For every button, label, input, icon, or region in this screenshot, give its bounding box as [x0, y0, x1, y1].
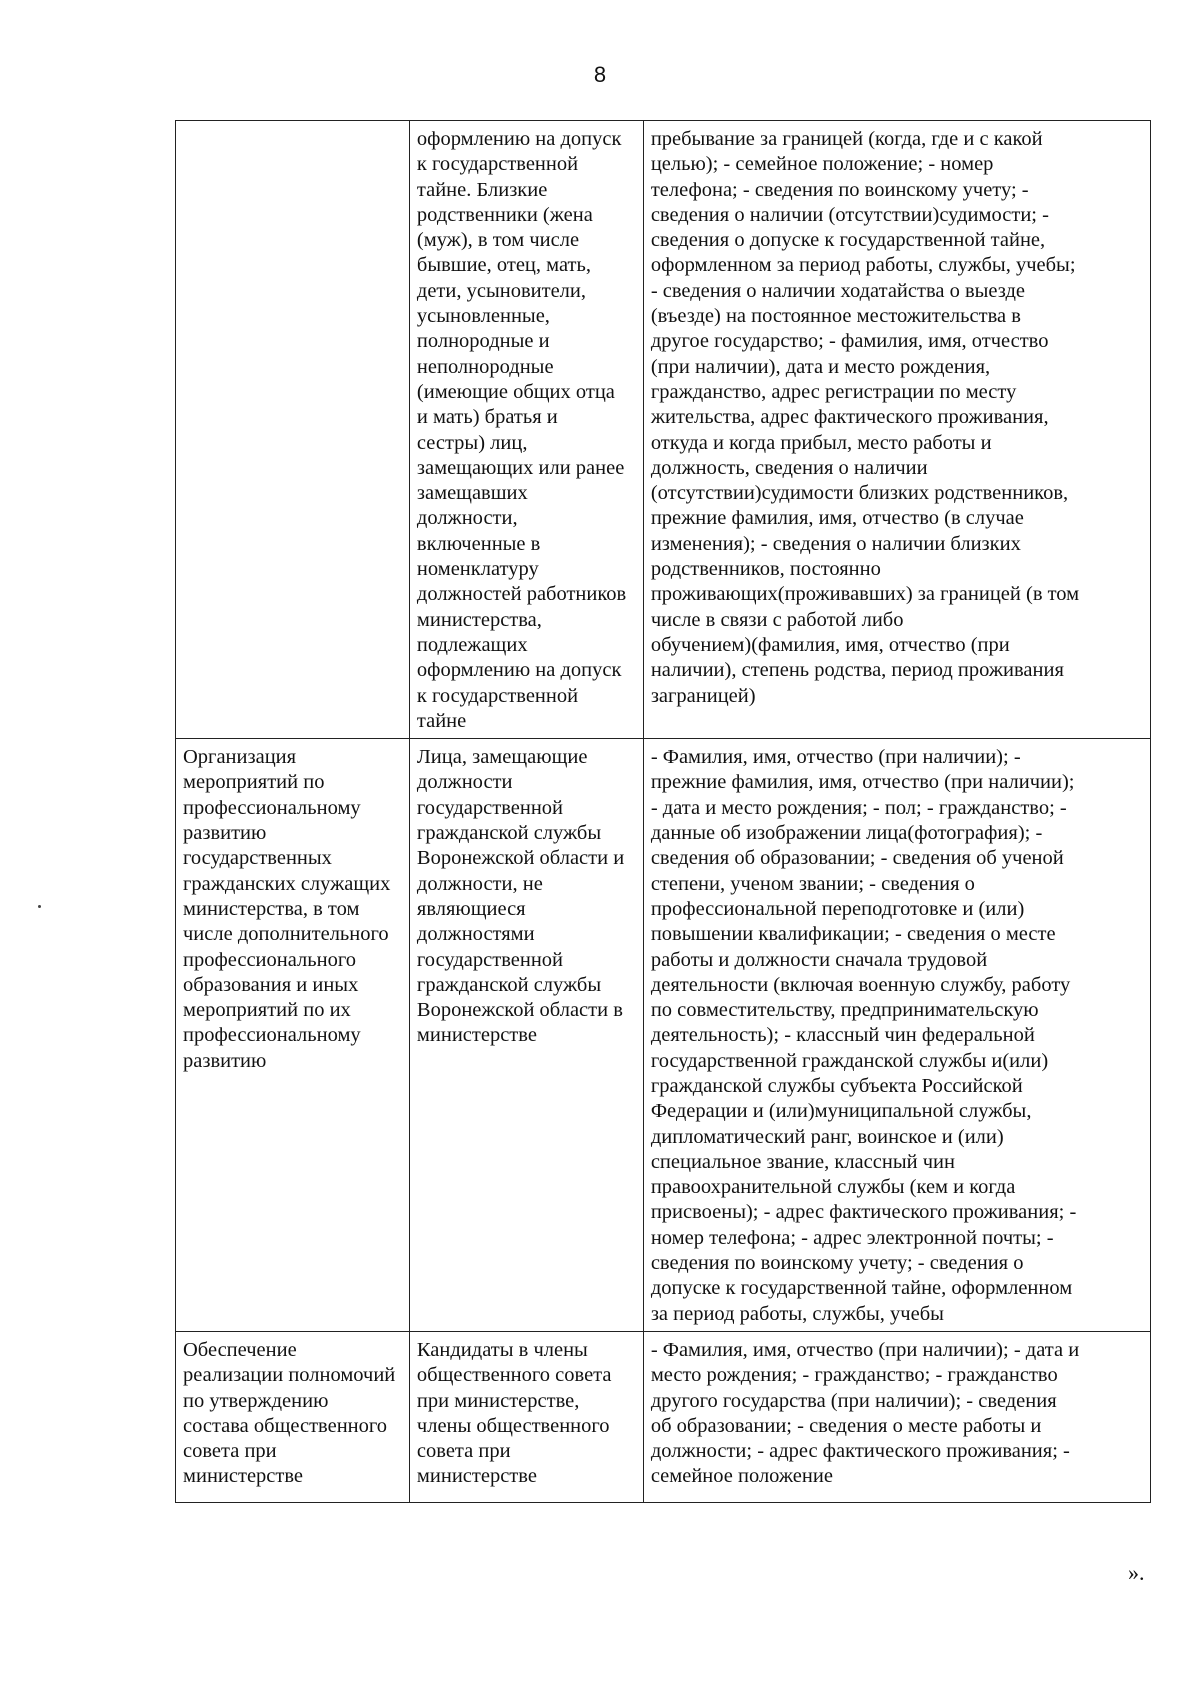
data-cell: пребывание за границей (когда, где и с какой целью); - семейное положение; - номер телефона; - сведения по воинскому учету; - сведения о наличии (отсутствии)судимости; - сведения о допуске к государственной тайне, оформленном за период работы, службы, учебы; - сведения о наличии ходатайства о выезде (въезде) на постоянное местожительства в другое государство; - фамилия, имя, отчество (при наличии), дата и место рождения, гражданство, адрес регистрации по месту жительства, адрес фактического проживания, откуда и когда прибыл, место работы и должность, сведения о наличии (отсутствии)судимости близких родственников, прежние фамилия, имя, отчество (в случае изменения); - сведения о наличии близких родственников, постоянно проживающих(проживавших) за границей (в том числе в связи с работой либо обучением)(фамилия, имя, отчество (при наличии), степень родства, период проживания заграницей): [643, 121, 1150, 739]
page-number: 8: [593, 62, 607, 87]
subjects-cell: Лица, замещающие должности государственной гражданской службы Воронежской области и должности, не являющиеся должностями государственной гражданской службы Воронежской области в министерстве: [409, 739, 643, 1332]
personal-data-table: [175, 120, 1151, 1503]
scan-speck: [38, 905, 41, 908]
purpose-cell: Обеспечение реализации полномочий по утверждению состава общественного совета при министерстве: [176, 1331, 410, 1502]
table-row: [176, 739, 1151, 1332]
table-row: [176, 121, 1151, 739]
data-cell: - Фамилия, имя, отчество (при наличии); - дата и место рождения; - гражданство; - гражданство другого государства (при наличии); - сведения об образовании; - сведения о месте работы и должности; - адрес фактического проживания; - семейное положение: [643, 1331, 1150, 1502]
table-row: [176, 1331, 1151, 1502]
purpose-cell: [176, 121, 410, 739]
subjects-cell: оформлению на допуск к государственной тайне. Близкие родственники (жена (муж), в том числе бывшие, отец, мать, дети, усыновители, усыновленные, полнородные и неполнородные (имеющие общих отца и мать) братья и сестры) лиц, замещающих или ранее замещавших должности, включенные в номенклатуру должностей работников министерства, подлежащих оформлению на допуск к государственной тайне: [409, 121, 643, 739]
purpose-cell: Организация мероприятий по профессиональному развитию государственных гражданских служащих министерства, в том числе дополнительного профессионального образования и иных мероприятий по их профессиональному развитию: [176, 739, 410, 1332]
closing-quote-mark: ».: [1128, 1560, 1145, 1585]
subjects-cell: Кандидаты в члены общественного совета при министерстве, члены общественного совета при министерстве: [409, 1331, 643, 1502]
data-cell: - Фамилия, имя, отчество (при наличии); - прежние фамилия, имя, отчество (при наличии); - дата и место рождения; - пол; - гражданство; - данные об изображении лица(фотография); - сведения об образовании; - сведения об ученой степени, ученом звании; - сведения о профессиональной переподготовке и (или) повышении квалификации; - сведения о месте работы и должности сначала трудовой деятельности (включая военную службу, работу по совместительству, предпринимательскую деятельность); - классный чин федеральной государственной гражданской службы и(или) гражданской службы субъекта Российской Федерации и (или)муниципальной службы, дипломатический ранг, воинское и (или) специальное звание, классный чин правоохранительной службы (кем и когда присвоены); - адрес фактического проживания; - номер телефона; - адрес электронной почты; - сведения по воинскому учету; - сведения о допуске к государственной тайне, оформленном за период работы, службы, учебы: [643, 739, 1150, 1332]
